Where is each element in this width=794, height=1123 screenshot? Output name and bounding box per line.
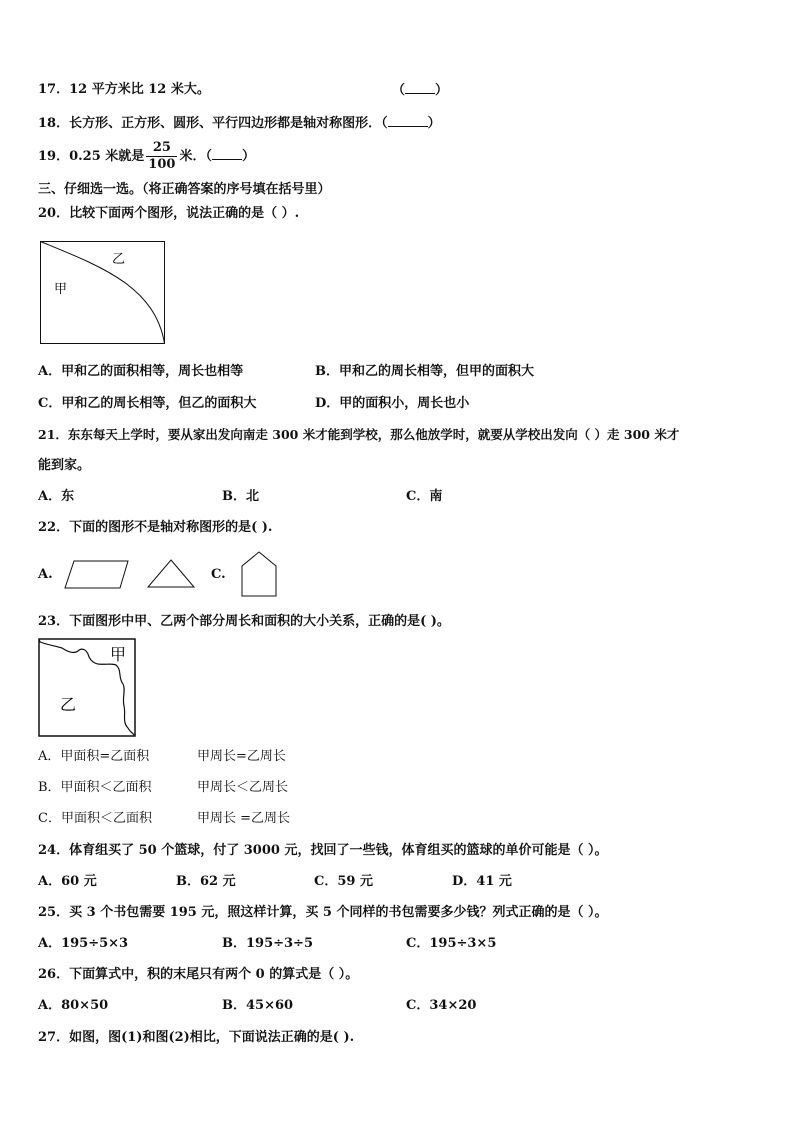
question-text: 体育组买了 50 个篮球，付了 3000 元，找回了一些钱，体育组买的篮球的单价可能是（ ）。 <box>69 843 608 858</box>
label-jia: 甲 <box>54 282 68 297</box>
question-number: 22． <box>38 520 70 535</box>
q26-option-b[interactable]: B．45×60 <box>222 998 294 1013</box>
q23-option-c[interactable]: C．甲面积＜乙面积 <box>38 811 152 826</box>
q23-option-a-perimeter: 甲周长=乙周长 <box>197 749 286 764</box>
q20-option-a[interactable]: A．甲和乙的面积相等，周长也相等 <box>38 364 244 379</box>
q20-option-c[interactable]: C．甲和乙的周长相等，但乙的面积大 <box>38 396 257 411</box>
question-text: 长方形、正方形、圆形、平行四边形都是轴对称图形．（ <box>69 116 388 131</box>
q22-option-a[interactable]: A. <box>38 567 53 582</box>
triangle-shape <box>146 559 196 589</box>
question-18: 18．长方形、正方形、圆形、平行四边形都是轴对称图形．（ ） <box>38 116 441 131</box>
q23-option-a[interactable]: A．甲面积=乙面积 <box>38 749 150 764</box>
label-yi: 乙 <box>112 252 126 267</box>
question-text: 下面算式中，积的末尾只有两个 0 的算式是（ ）。 <box>69 967 359 982</box>
q25-option-b[interactable]: B．195÷3÷5 <box>222 936 314 951</box>
question-25 <box>38 905 608 921</box>
question-19: 19．0.25 米就是 $\frac{25}{100}$ 米．（ ） <box>38 140 255 172</box>
question-number: 19． <box>38 149 70 164</box>
question-text: 东东每天上学时，要从家出发向南走 300 米才能到学校，那么他放学时，就要从学校出发向（ ）走 300 米才 <box>67 427 680 442</box>
question-23 <box>38 614 450 630</box>
answer-blank[interactable] <box>405 82 435 94</box>
question-17 <box>38 82 210 98</box>
question-number: 18． <box>38 116 70 131</box>
question-number: 17． <box>38 82 70 97</box>
answer-paren-17: （ ） <box>392 83 449 98</box>
q24-option-b[interactable]: B．62 元 <box>176 874 236 889</box>
q20-figure <box>40 241 166 345</box>
q24-option-a[interactable]: A．60 元 <box>38 874 97 889</box>
q24-option-c[interactable]: C．59 元 <box>314 874 373 889</box>
answer-blank[interactable] <box>388 115 428 127</box>
q21-option-a[interactable]: A．东 <box>38 489 75 504</box>
question-number: 24． <box>38 843 70 858</box>
parallelogram-shape <box>64 560 130 590</box>
question-number: 21． <box>38 427 68 442</box>
question-number: 20． <box>38 206 70 221</box>
question-24 <box>38 843 608 859</box>
q23-option-c-perimeter: 甲周长 =乙周长 <box>197 811 291 826</box>
question-21-cont: 能到家。 <box>38 458 91 473</box>
q24-option-d[interactable]: D．41 元 <box>452 874 512 889</box>
question-26 <box>38 967 358 983</box>
section-heading: 三、仔细选一选。（将正确答案的序号填在括号里） <box>38 182 331 197</box>
q23-figure <box>38 638 136 737</box>
question-text: 比较下面两个图形，说法正确的是（ ）. <box>69 206 300 221</box>
question-text: 12 平方米比 12 米大。 <box>69 82 210 97</box>
q20-option-b[interactable]: B．甲和乙的周长相等，但甲的面积大 <box>315 364 534 379</box>
question-number: 25． <box>38 905 70 920</box>
question-22 <box>38 520 272 536</box>
q21-option-c[interactable]: C．南 <box>406 489 443 504</box>
question-text: 下面图形中甲、乙两个部分周长和面积的大小关系，正确的是( )。 <box>69 614 450 629</box>
q25-option-c[interactable]: C．195÷3×5 <box>406 936 497 951</box>
question-text: 买 3 个书包需要 195 元，照这样计算，买 5 个同样的书包需要多少钱？列式正确的是（ ）。 <box>69 905 608 920</box>
q26-option-a[interactable]: A．80×50 <box>38 998 109 1013</box>
fraction: $\frac{25}{100}$ <box>148 140 176 172</box>
q25-option-a[interactable]: A．195÷5×3 <box>38 936 129 951</box>
q26-option-c[interactable]: C．34×20 <box>406 998 477 1013</box>
question-20 <box>38 206 299 222</box>
answer-blank[interactable] <box>212 148 242 160</box>
q23-option-b-perimeter: 甲周长＜乙周长 <box>197 780 289 795</box>
question-number: 23． <box>38 614 70 629</box>
question-text: 如图，图(1)和图(2)相比，下面说法正确的是( ). <box>69 1030 355 1045</box>
question-number: 26． <box>38 967 70 982</box>
q23-option-b[interactable]: B．甲面积＜乙面积 <box>38 780 152 795</box>
question-21 <box>38 427 679 443</box>
q22-option-c[interactable]: C. <box>211 567 226 582</box>
question-text: 下面的图形不是轴对称图形的是( ). <box>69 520 273 535</box>
question-27 <box>38 1030 354 1046</box>
pentagon-house-shape <box>241 551 279 597</box>
question-number: 27． <box>38 1030 70 1045</box>
label-yi: 乙 <box>60 695 77 714</box>
q21-option-b[interactable]: B．北 <box>222 489 259 504</box>
label-jia: 甲 <box>110 645 127 664</box>
q20-option-d[interactable]: D．甲的面积小，周长也小 <box>315 396 470 411</box>
